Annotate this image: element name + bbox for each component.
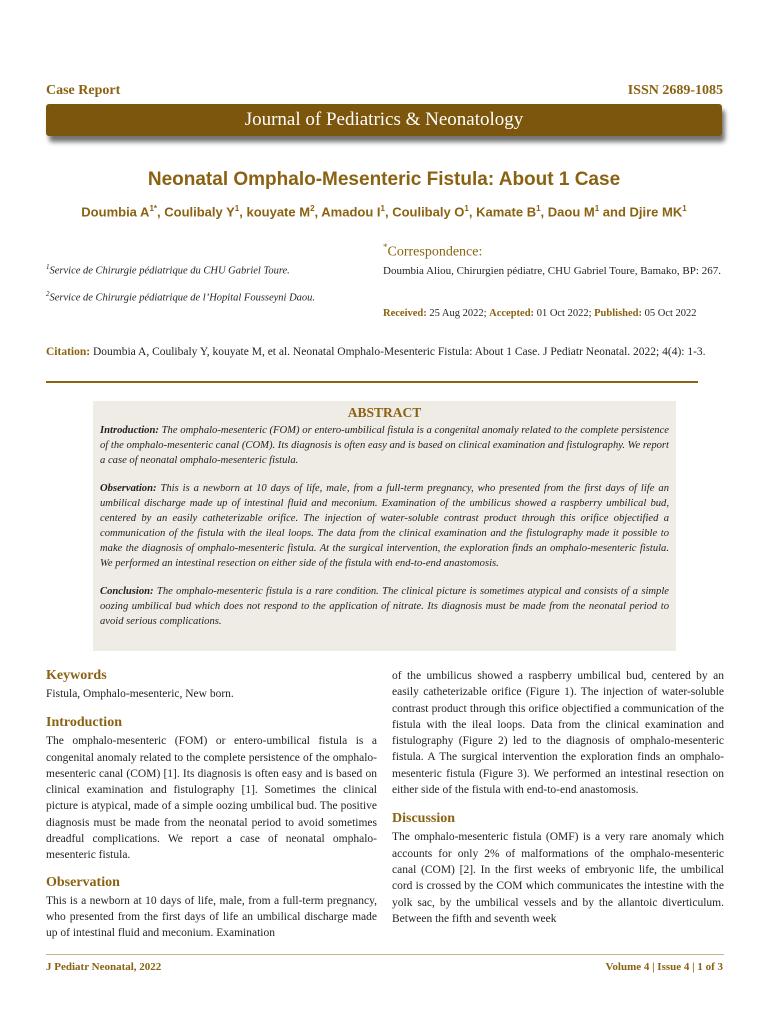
- affiliation-marker: 2: [46, 290, 50, 298]
- author-affiliation-marker: 1: [594, 204, 600, 213]
- affiliation-text: Service de Chirurgie pédiatrique du CHU Gabriel Toure.: [49, 265, 290, 277]
- citation-text: Doumbia A, Coulibaly Y, kouyate M, et al. Neonatal Omphalo-Mesenteric Fistula: About 1 Case. J Pediatr Neonatal. 2022; 4(4): 1-3.: [90, 346, 706, 358]
- affiliation-1: [46, 263, 290, 277]
- journal-name: Journal of Pediatrics & Neonatology: [244, 109, 524, 130]
- introduction-heading: Introduction: [46, 715, 122, 731]
- author-separator: ,: [239, 204, 247, 220]
- author-separator: ,: [468, 204, 477, 220]
- journal-banner: [46, 104, 722, 136]
- affiliation-marker: 1: [46, 263, 50, 271]
- author-separator: and: [599, 204, 630, 220]
- author-name: Doumbia A: [81, 204, 150, 220]
- abstract-box: [93, 401, 676, 651]
- citation-label: Citation:: [46, 346, 91, 358]
- observation-heading: Observation: [46, 874, 120, 890]
- article-title: Neonatal Omphalo-Mesenteric Fistula: About 1 Case: [147, 169, 621, 190]
- footer-pagination: Volume 4 | Issue 4 | 1 of 3: [605, 961, 723, 973]
- author-affiliation-marker: 1: [380, 204, 385, 213]
- author-affiliation-marker: 2: [310, 204, 315, 213]
- correspondence-marker: *: [383, 242, 388, 252]
- author-name: Djire MK: [629, 204, 683, 220]
- correspondence-heading: [383, 242, 482, 261]
- publication-dates: [383, 308, 697, 319]
- author-name: Kamate B: [476, 204, 537, 220]
- article-type-label: Case Report: [46, 83, 121, 98]
- discussion-text: The omphalo-mesenteric fistula (OMF) is a very rare anomaly which accounts for only 2% of malformations of the omphalo-mesenteric canal (COM) [2]. In the first weeks of embryonic life, the umbilical cord is crossed by the COM which communicates the intestine with the yolk sac, by the umbilical vessels and by the allantoic diverticulum. Between the fifth and seventh week: [392, 831, 724, 925]
- abstract-concl-label: Conclusion:: [100, 586, 154, 597]
- abstract-obs-text: This is a newborn at 10 days of life, male, from a full-term pregnancy, who presented from the first days of life an umbilical discharge made up of intestinal fluid and meconium. Examination of the umbilicus showed a raspberry umbilical bud, centered by an easily catheterizable orifice. The injection of water-soluble contrast product through this orifice objectified a communication of the fistula with the ileal loops. The data from the clinical examination and the fistulography made it possible to make the diagnosis of omphalo-mesenteric fistula. At the surgical intervention, the exploration finds an omphalo-mesenteric fistula. We performed an intestinal resection on either side of the fistula with end-to-end anastomosis.: [100, 483, 669, 569]
- correspondence-title: Correspondence:: [387, 244, 483, 260]
- author-name: Daou M: [547, 204, 595, 220]
- section-divider: [46, 381, 698, 383]
- author-separator: ,: [157, 204, 165, 220]
- author-separator: ,: [384, 204, 393, 220]
- affiliation-2: [46, 290, 315, 304]
- author-name: kouyate M: [246, 204, 311, 220]
- abstract-intro-text: The omphalo-mesenteric (FOM) or entero-umbilical fistula is a congenital anomaly related to the complete persistence of the omphalo-mesenteric canal (COM). Its diagnosis is often easy and is based on clinical examination and fistulography. We report a case of neonatal omphalo-mesenteric fistula.: [100, 425, 669, 466]
- abstract-obs-label: Observation:: [100, 483, 157, 494]
- abstract-intro-label: Introduction:: [100, 425, 159, 436]
- abstract-concl-text: The omphalo-mesenteric fistula is a rare condition. The clinical picture is sometimes atypical and consists of a simple oozing umbilical bud which does not respond to the application of nitrate. Its diagnosis must be made from the neonatal period to avoid serious complications.: [100, 586, 669, 627]
- abstract-title: ABSTRACT: [347, 405, 422, 420]
- spacer: [46, 702, 377, 715]
- affiliation-text: Service de Chirurgie pédiatrique de l’Hopital Fousseyni Daou.: [49, 292, 316, 304]
- author-name: Coulibaly Y: [164, 204, 235, 220]
- accepted-label: Accepted:: [489, 308, 535, 319]
- observation-text: This is a newborn at 10 days of life, male, from a full-term pregnancy, who presented from the first days of life an umbilical discharge made up of intestinal fluid and meconium. Examination: [46, 894, 377, 940]
- introduction-text: The omphalo-mesenteric (FOM) or entero-umbilical fistula is a congenital anomaly related to the complete persistence of the omphalo-mesenteric canal (COM) [1]. Its diagnosis is often easy and is based on clinical examination and fistulography [1]. Sometimes the clinical picture is atypical, made of a simple oozing umbilical bud. The positive diagnosis must be made from the neonatal period to avoid sometimes dreadful complications. We report a case of neonatal omphalo-mesenteric fistula.: [46, 735, 377, 862]
- author-affiliation-marker: 1*: [149, 204, 157, 213]
- footer-journal: J Pediatr Neonatal, 2022: [46, 961, 162, 973]
- author-separator: ,: [314, 204, 322, 220]
- author-name: Amadou I: [321, 204, 381, 220]
- correspondence-text: Doumbia Aliou, Chirurgien pédiatre, CHU Gabriel Toure, Bamako, BP: 267.: [383, 265, 721, 277]
- body-column-left: [46, 668, 377, 942]
- abstract-introduction: [100, 423, 669, 468]
- author-affiliation-marker: 1: [464, 204, 469, 213]
- author-separator: ,: [540, 204, 548, 220]
- discussion-heading: Discussion: [392, 811, 456, 827]
- author-affiliation-marker: 1: [536, 204, 541, 213]
- spacer: [46, 864, 377, 875]
- body-column-right: [392, 668, 724, 927]
- author-list: [46, 204, 722, 219]
- keywords-text: Fistula, Omphalo-mesenteric, New born.: [46, 688, 234, 700]
- received-date: 25 Aug 2022;: [426, 308, 490, 319]
- author-affiliation-marker: 1: [682, 204, 687, 213]
- citation: [46, 344, 724, 360]
- published-label: Published:: [594, 308, 642, 319]
- author-name: Coulibaly O: [392, 204, 465, 220]
- keywords-heading: Keywords: [46, 668, 107, 683]
- spacer: [392, 798, 724, 811]
- received-label: Received:: [383, 308, 427, 319]
- accepted-date: 01 Oct 2022;: [534, 308, 595, 319]
- abstract-observation: [100, 481, 669, 571]
- published-date: 05 Oct 2022: [642, 308, 697, 319]
- footer-divider: [46, 954, 724, 955]
- observation-text-continued: of the umbilicus showed a raspberry umbilical bud, centered by an easily catheterizable orifice (Figure 1). The injection of water-soluble contrast product through this orifice objectified a communication of the fistula with the ileal loops. Data from the clinical examination and fistulography (Figure 2) led to the diagnosis of omphalo-mesenteric fistula. A The surgical intervention the exploration finds an omphalo-mesenteric fistula (Figure 3). We performed an intestinal resection on either side of the fistula with end-to-end anastomosis.: [392, 670, 724, 797]
- issn-label: ISSN 2689-1085: [627, 83, 723, 98]
- author-affiliation-marker: 1: [234, 204, 240, 213]
- abstract-conclusion: [100, 584, 669, 629]
